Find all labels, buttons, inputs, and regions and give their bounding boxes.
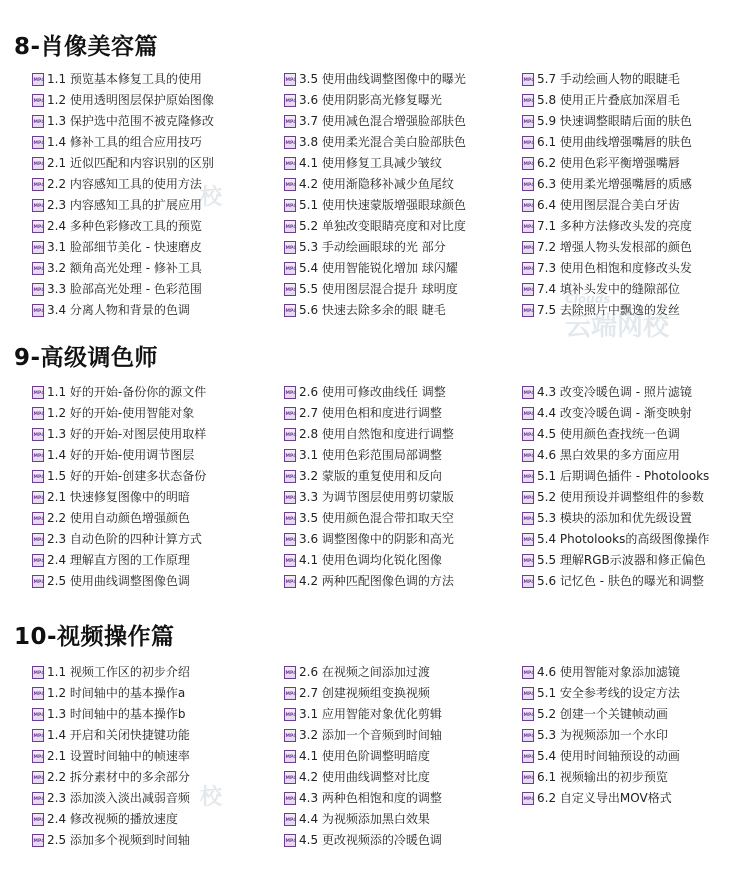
mp4-file-icon	[522, 115, 534, 128]
lesson-item[interactable]	[522, 195, 692, 216]
lesson-label: 4.3 改变冷暖色调 - 照片滤镜	[537, 385, 692, 399]
mp4-file-icon	[522, 554, 534, 567]
lesson-item[interactable]	[284, 830, 442, 851]
lesson-item[interactable]	[284, 382, 454, 403]
mp4-file-icon	[284, 512, 296, 525]
lesson-item[interactable]	[32, 111, 214, 132]
mp4-file-icon	[32, 407, 44, 420]
lesson-item[interactable]	[522, 258, 692, 279]
lesson-label: 7.5 去除照片中飘逸的发丝	[537, 303, 680, 317]
watermark-fragment-2: 校	[200, 785, 223, 810]
lesson-label: 3.5 使用颜色混合带扣取天空	[299, 511, 454, 525]
lesson-item[interactable]	[32, 216, 214, 237]
lesson-item[interactable]	[522, 466, 709, 487]
lesson-label: 4.6 使用智能对象添加滤镜	[537, 665, 680, 679]
mp4-file-icon	[284, 283, 296, 296]
lesson-item[interactable]	[522, 746, 680, 767]
mp4-file-icon	[32, 666, 44, 679]
lesson-item[interactable]	[522, 174, 692, 195]
lesson-item[interactable]	[32, 237, 214, 258]
lesson-item[interactable]	[284, 746, 442, 767]
mp4-file-icon	[32, 304, 44, 317]
lesson-label: 3.7 使用减色混合增强脸部肤色	[299, 114, 466, 128]
lesson-label: 5.5 理解RGB示波器和修正偏色	[537, 553, 706, 567]
lesson-item[interactable]	[284, 662, 442, 683]
lesson-label: 3.8 使用柔光混合美白脸部肤色	[299, 135, 466, 149]
lesson-item[interactable]	[522, 424, 709, 445]
lesson-label: 5.4 使用时间轴预设的动画	[537, 749, 680, 763]
lesson-item[interactable]	[32, 279, 214, 300]
mp4-file-icon	[522, 94, 534, 107]
lesson-label: 2.1 快速修复图像中的明暗	[47, 490, 190, 504]
lesson-item[interactable]	[284, 300, 466, 321]
lesson-label: 4.5 更改视频添的冷暖色调	[299, 833, 442, 847]
mp4-file-icon	[522, 386, 534, 399]
list-column	[284, 662, 442, 851]
lesson-item[interactable]	[32, 424, 206, 445]
mp4-file-icon	[522, 708, 534, 721]
lesson-item[interactable]	[32, 258, 214, 279]
lesson-item[interactable]	[32, 788, 190, 809]
lesson-label: 3.6 使用阴影高光修复曝光	[299, 93, 442, 107]
lesson-label: 3.1 使用色彩范围局部调整	[299, 448, 442, 462]
lesson-label: 5.2 使用预设并调整组件的参数	[537, 490, 704, 504]
lesson-label: 4.1 使用色调均化锐化图像	[299, 553, 442, 567]
lesson-label: 6.2 使用色彩平衡增强嘴唇	[537, 156, 680, 170]
lesson-label: 5.1 安全参考线的设定方法	[537, 686, 680, 700]
lesson-label: 7.4 填补头发中的缝隙部位	[537, 282, 680, 296]
mp4-file-icon	[522, 136, 534, 149]
mp4-file-icon	[32, 708, 44, 721]
mp4-file-icon	[32, 687, 44, 700]
lesson-label: 6.1 使用曲线增强嘴唇的肤色	[537, 135, 692, 149]
lesson-item[interactable]	[522, 767, 680, 788]
mp4-file-icon	[284, 470, 296, 483]
lesson-item[interactable]	[32, 487, 206, 508]
lesson-item[interactable]	[522, 571, 709, 592]
lesson-label: 1.1 视频工作区的初步介绍	[47, 665, 190, 679]
mp4-file-icon	[522, 771, 534, 784]
mp4-file-icon	[32, 491, 44, 504]
lesson-label: 2.2 拆分素材中的多余部分	[47, 770, 190, 784]
mp4-file-icon	[522, 470, 534, 483]
mp4-file-icon	[32, 470, 44, 483]
lesson-label: 2.4 修改视频的播放速度	[47, 812, 178, 826]
lesson-label: 5.3 模块的添加和优先级设置	[537, 511, 692, 525]
mp4-file-icon	[32, 750, 44, 763]
lesson-label: 5.4 Photolooks的高级图像操作	[537, 532, 710, 546]
mp4-file-icon	[522, 792, 534, 805]
lesson-item[interactable]	[522, 69, 692, 90]
watermark-fragment-1: 校	[200, 185, 223, 210]
mp4-file-icon	[32, 136, 44, 149]
list-column	[522, 69, 692, 321]
lesson-item[interactable]	[32, 571, 206, 592]
mp4-file-icon	[32, 834, 44, 847]
lesson-label: 2.8 使用自然饱和度进行调整	[299, 427, 454, 441]
lesson-item[interactable]	[284, 725, 442, 746]
mp4-file-icon	[284, 199, 296, 212]
lesson-item[interactable]	[284, 216, 466, 237]
mp4-file-icon	[32, 262, 44, 275]
mp4-file-icon	[284, 449, 296, 462]
lesson-item[interactable]	[522, 487, 709, 508]
lesson-item[interactable]	[32, 153, 214, 174]
lesson-item[interactable]	[284, 767, 442, 788]
lesson-label: 3.6 调整图像中的阴影和高光	[299, 532, 454, 546]
lesson-item[interactable]	[522, 725, 680, 746]
lesson-item[interactable]	[284, 550, 454, 571]
lesson-label: 7.2 增强人物头发根部的颜色	[537, 240, 692, 254]
list-column	[32, 662, 190, 851]
list-column	[284, 382, 454, 592]
lesson-label: 2.5 添加多个视频到时间轴	[47, 833, 190, 847]
mp4-file-icon	[522, 241, 534, 254]
lesson-label: 2.1 设置时间轴中的帧速率	[47, 749, 190, 763]
list-column	[522, 662, 680, 809]
lesson-item[interactable]	[284, 704, 442, 725]
lesson-item[interactable]	[522, 683, 680, 704]
mp4-file-icon	[522, 407, 534, 420]
mp4-file-icon	[32, 449, 44, 462]
lesson-item[interactable]	[522, 550, 709, 571]
mp4-file-icon	[32, 512, 44, 525]
lesson-item[interactable]	[284, 487, 454, 508]
mp4-file-icon	[284, 407, 296, 420]
mp4-file-icon	[284, 386, 296, 399]
lesson-label: 1.2 使用透明图层保护原始图像	[47, 93, 214, 107]
lesson-label: 3.5 使用曲线调整图像中的曝光	[299, 72, 466, 86]
mp4-file-icon	[284, 428, 296, 441]
lesson-label: 4.1 使用色阶调整明暗度	[299, 749, 430, 763]
lesson-item[interactable]	[522, 237, 692, 258]
mp4-file-icon	[32, 199, 44, 212]
lesson-label: 1.3 保护选中范围不被克隆修改	[47, 114, 214, 128]
mp4-file-icon	[32, 533, 44, 546]
mp4-file-icon	[522, 491, 534, 504]
lesson-item[interactable]	[284, 195, 466, 216]
lesson-label: 5.1 使用快速蒙版增强眼球颜色	[299, 198, 466, 212]
lesson-item[interactable]	[284, 424, 454, 445]
lesson-item[interactable]	[522, 403, 709, 424]
mp4-file-icon	[284, 94, 296, 107]
lesson-item[interactable]	[522, 300, 692, 321]
lesson-label: 1.3 时间轴中的基本操作b	[47, 707, 186, 721]
lesson-item[interactable]	[284, 69, 466, 90]
lesson-item[interactable]	[32, 445, 206, 466]
mp4-file-icon	[522, 449, 534, 462]
lesson-label: 5.6 快速去除多余的眼 睫毛	[299, 303, 446, 317]
lesson-label: 2.6 使用可修改曲线任 调整	[299, 385, 446, 399]
list-column	[32, 69, 214, 321]
mp4-file-icon	[284, 771, 296, 784]
lesson-label: 2.4 理解直方图的工作原理	[47, 553, 190, 567]
lesson-label: 4.5 使用颜色查找统一色调	[537, 427, 680, 441]
lesson-item[interactable]	[284, 90, 466, 111]
lesson-label: 2.5 使用曲线调整图像色调	[47, 574, 190, 588]
mp4-file-icon	[32, 575, 44, 588]
mp4-file-icon	[32, 94, 44, 107]
lesson-label: 5.7 手动绘画人物的眼睫毛	[537, 72, 680, 86]
lesson-item[interactable]	[32, 403, 206, 424]
mp4-file-icon	[522, 666, 534, 679]
mp4-file-icon	[284, 575, 296, 588]
lesson-label: 4.4 改变冷暖色调 - 渐变映射	[537, 406, 692, 420]
lesson-item[interactable]	[284, 809, 442, 830]
lesson-item[interactable]	[32, 662, 190, 683]
lesson-label: 3.1 脸部细节美化 - 快速磨皮	[47, 240, 202, 254]
section-title: 10-视频操作篇	[14, 624, 175, 650]
mp4-file-icon	[522, 73, 534, 86]
lesson-item[interactable]	[32, 508, 206, 529]
mp4-file-icon	[522, 687, 534, 700]
mp4-file-icon	[284, 687, 296, 700]
mp4-file-icon	[284, 666, 296, 679]
mp4-file-icon	[32, 729, 44, 742]
lesson-label: 3.1 应用智能对象优化剪辑	[299, 707, 442, 721]
mp4-file-icon	[32, 157, 44, 170]
lesson-item[interactable]	[284, 683, 442, 704]
lesson-label: 1.4 开启和关闭快捷键功能	[47, 728, 190, 742]
lesson-item[interactable]	[284, 445, 454, 466]
lesson-item[interactable]	[522, 216, 692, 237]
lesson-item[interactable]	[522, 132, 692, 153]
mp4-file-icon	[284, 304, 296, 317]
lesson-label: 2.3 添加淡入淡出减弱音频	[47, 791, 190, 805]
lesson-item[interactable]	[284, 174, 466, 195]
lesson-label: 1.5 好的开始-创建多状态备份	[47, 469, 207, 483]
lesson-label: 6.2 自定义导出MOV格式	[537, 791, 672, 805]
mp4-file-icon	[522, 178, 534, 191]
lesson-label: 1.4 好的开始-使用调节图层	[47, 448, 195, 462]
mp4-file-icon	[32, 73, 44, 86]
lesson-item[interactable]	[32, 746, 190, 767]
lesson-item[interactable]	[32, 466, 206, 487]
mp4-file-icon	[284, 708, 296, 721]
lesson-item[interactable]	[32, 300, 214, 321]
lesson-label: 5.2 创建一个关键帧动画	[537, 707, 668, 721]
lesson-label: 1.1 预览基本修复工具的使用	[47, 72, 202, 86]
lesson-label: 2.7 创建视频组变换视频	[299, 686, 430, 700]
mp4-file-icon	[32, 115, 44, 128]
lesson-item[interactable]	[284, 788, 442, 809]
lesson-label: 5.1 后期调色插件 - Photolooks	[537, 469, 710, 483]
mp4-file-icon	[522, 220, 534, 233]
mp4-file-icon	[32, 792, 44, 805]
lesson-item[interactable]	[284, 508, 454, 529]
lesson-label: 4.2 两种匹配图像色调的方法	[299, 574, 454, 588]
lesson-label: 3.2 蒙版的重复使用和反向	[299, 469, 442, 483]
lesson-item[interactable]	[32, 809, 190, 830]
mp4-file-icon	[284, 813, 296, 826]
lesson-label: 1.3 好的开始-对图层使用取样	[47, 427, 207, 441]
mp4-file-icon	[284, 178, 296, 191]
lesson-item[interactable]	[522, 153, 692, 174]
lesson-item[interactable]	[284, 153, 466, 174]
lesson-label: 5.5 使用图层混合提升 球明度	[299, 282, 458, 296]
lesson-item[interactable]	[284, 237, 466, 258]
mp4-file-icon	[522, 512, 534, 525]
lesson-label: 6.1 视频输出的初步预览	[537, 770, 668, 784]
mp4-file-icon	[32, 428, 44, 441]
lesson-item[interactable]	[522, 382, 709, 403]
mp4-file-icon	[284, 136, 296, 149]
lesson-label: 3.3 为调节图层使用剪切蒙版	[299, 490, 454, 504]
lesson-item[interactable]	[284, 279, 466, 300]
mp4-file-icon	[522, 283, 534, 296]
lesson-label: 5.8 使用正片叠底加深眉毛	[537, 93, 680, 107]
lesson-item[interactable]	[522, 788, 680, 809]
lesson-label: 4.2 使用曲线调整对比度	[299, 770, 430, 784]
lesson-label: 6.3 使用柔光增强嘴唇的质感	[537, 177, 692, 191]
lesson-label: 1.4 修补工具的组合应用技巧	[47, 135, 202, 149]
lesson-label: 1.2 好的开始-使用智能对象	[47, 406, 195, 420]
mp4-file-icon	[522, 428, 534, 441]
lesson-label: 7.3 使用色相饱和度修改头发	[537, 261, 692, 275]
lesson-label: 2.3 自动色阶的四种计算方式	[47, 532, 202, 546]
mp4-file-icon	[284, 115, 296, 128]
lesson-item[interactable]	[522, 704, 680, 725]
mp4-file-icon	[522, 575, 534, 588]
lesson-item[interactable]	[32, 195, 214, 216]
mp4-file-icon	[522, 750, 534, 763]
mp4-file-icon	[522, 157, 534, 170]
lesson-item[interactable]	[522, 90, 692, 111]
lesson-label: 4.3 两种色相饱和度的调整	[299, 791, 442, 805]
lesson-item[interactable]	[284, 571, 454, 592]
lesson-item[interactable]	[32, 767, 190, 788]
mp4-file-icon	[284, 554, 296, 567]
lesson-label: 5.3 为视频添加一个水印	[537, 728, 668, 742]
lesson-label: 2.7 使用色相和度进行调整	[299, 406, 442, 420]
mp4-file-icon	[284, 220, 296, 233]
mp4-file-icon	[32, 178, 44, 191]
mp4-file-icon	[32, 386, 44, 399]
mp4-file-icon	[284, 157, 296, 170]
list-column	[522, 382, 709, 592]
lesson-label: 4.2 使用渐隐移补减少鱼尾纹	[299, 177, 454, 191]
watermark-brand-cn: 云端网校	[565, 312, 670, 342]
lesson-item[interactable]	[522, 111, 692, 132]
mp4-file-icon	[284, 491, 296, 504]
lesson-label: 4.6 黑白效果的多方面应用	[537, 448, 680, 462]
lesson-label: 3.2 添加一个音频到时间轴	[299, 728, 442, 742]
mp4-file-icon	[284, 750, 296, 763]
mp4-file-icon	[284, 262, 296, 275]
lesson-label: 2.2 内容感知工具的使用方法	[47, 177, 202, 191]
lesson-item[interactable]	[32, 69, 214, 90]
mp4-file-icon	[32, 283, 44, 296]
lesson-label: 5.4 使用智能锐化增加 球闪耀	[299, 261, 458, 275]
lesson-item[interactable]	[284, 403, 454, 424]
lesson-label: 4.1 使用修复工具减少皱纹	[299, 156, 442, 170]
mp4-file-icon	[522, 262, 534, 275]
section-title: 9-高级调色师	[14, 345, 159, 371]
section-title: 8-肖像美容篇	[14, 34, 159, 60]
mp4-file-icon	[284, 729, 296, 742]
mp4-file-icon	[284, 533, 296, 546]
watermark-brand-en: Clouds	[565, 292, 611, 306]
mp4-file-icon	[522, 533, 534, 546]
lesson-item[interactable]	[284, 466, 454, 487]
lesson-item[interactable]	[522, 445, 709, 466]
mp4-file-icon	[32, 813, 44, 826]
lesson-label: 1.2 时间轴中的基本操作a	[47, 686, 186, 700]
lesson-label: 5.3 手动绘画眼球的光 部分	[299, 240, 446, 254]
mp4-file-icon	[522, 304, 534, 317]
lesson-item[interactable]	[32, 683, 190, 704]
lesson-label: 2.3 内容感知工具的扩展应用	[47, 198, 202, 212]
lesson-label: 6.4 使用图层混合美白牙齿	[537, 198, 680, 212]
lesson-label: 1.1 好的开始-备份你的源文件	[47, 385, 207, 399]
lesson-item[interactable]	[32, 382, 206, 403]
lesson-item[interactable]	[32, 174, 214, 195]
mp4-file-icon	[284, 834, 296, 847]
lesson-item[interactable]	[522, 508, 709, 529]
lesson-label: 5.2 单独改变眼睛亮度和对比度	[299, 219, 466, 233]
lesson-item[interactable]	[284, 111, 466, 132]
mp4-file-icon	[32, 554, 44, 567]
lesson-label: 2.1 近似匹配和内容识别的区别	[47, 156, 214, 170]
lesson-item[interactable]	[32, 704, 190, 725]
list-column	[32, 382, 206, 592]
mp4-file-icon	[284, 792, 296, 805]
lesson-label: 2.4 多种色彩修改工具的预览	[47, 219, 202, 233]
lesson-label: 5.9 快速调整眼睛后面的肤色	[537, 114, 692, 128]
lesson-item[interactable]	[284, 258, 466, 279]
lesson-item[interactable]	[32, 132, 214, 153]
lesson-item[interactable]	[32, 529, 206, 550]
lesson-item[interactable]	[522, 662, 680, 683]
lesson-item[interactable]	[32, 725, 190, 746]
lesson-label: 3.3 脸部高光处理 - 色彩范围	[47, 282, 202, 296]
lesson-label: 5.6 记忆色 - 肤色的曝光和调整	[537, 574, 704, 588]
mp4-file-icon	[32, 241, 44, 254]
mp4-file-icon	[284, 241, 296, 254]
lesson-label: 2.2 使用自动颜色增强颜色	[47, 511, 190, 525]
list-column	[284, 69, 466, 321]
lesson-item[interactable]	[284, 132, 466, 153]
mp4-file-icon	[32, 771, 44, 784]
lesson-item[interactable]	[522, 529, 709, 550]
lesson-label: 3.4 分离人物和背景的色调	[47, 303, 190, 317]
mp4-file-icon	[522, 199, 534, 212]
lesson-label: 3.2 额角高光处理 - 修补工具	[47, 261, 202, 275]
lesson-item[interactable]	[32, 830, 190, 851]
lesson-label: 7.1 多种方法修改头发的亮度	[537, 219, 692, 233]
mp4-file-icon	[522, 729, 534, 742]
mp4-file-icon	[284, 73, 296, 86]
lesson-item[interactable]	[32, 550, 206, 571]
lesson-item[interactable]	[32, 90, 214, 111]
lesson-item[interactable]	[522, 279, 692, 300]
mp4-file-icon	[32, 220, 44, 233]
lesson-item[interactable]	[284, 529, 454, 550]
lesson-label: 2.6 在视频之间添加过渡	[299, 665, 430, 679]
lesson-label: 4.4 为视频添加黑白效果	[299, 812, 430, 826]
